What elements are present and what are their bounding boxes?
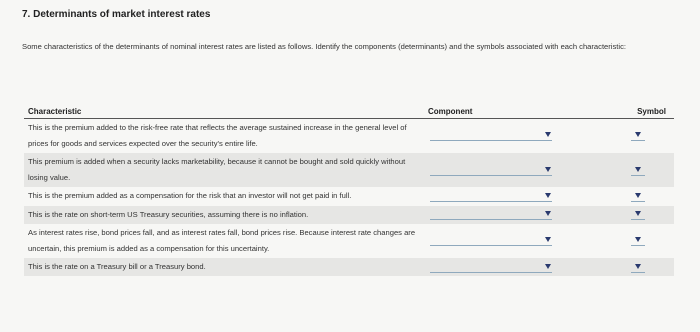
- chevron-down-icon: [545, 237, 551, 242]
- table-row: [24, 118, 674, 153]
- chevron-down-icon: [635, 237, 641, 242]
- chevron-down-icon: [545, 264, 551, 269]
- component-dropdown[interactable]: [430, 129, 552, 141]
- chevron-down-icon: [545, 167, 551, 172]
- table-row: [24, 153, 674, 187]
- table-row: [24, 206, 674, 224]
- table-row: [24, 187, 674, 205]
- symbol-dropdown[interactable]: [631, 190, 645, 202]
- characteristic-text: This premium is added when a security lacks marketability, because it cannot be bought and sold quickly without losing value.: [24, 153, 422, 187]
- chevron-down-icon: [635, 211, 641, 216]
- symbol-dropdown[interactable]: [631, 208, 645, 220]
- symbol-header: Symbol: [592, 101, 674, 118]
- table-row: [24, 224, 674, 258]
- chevron-down-icon: [635, 132, 641, 137]
- symbol-dropdown[interactable]: [631, 234, 645, 246]
- chevron-down-icon: [545, 211, 551, 216]
- component-dropdown[interactable]: [430, 164, 552, 176]
- determinants-table: [24, 101, 674, 276]
- component-dropdown[interactable]: [430, 261, 552, 273]
- characteristic-text: As interest rates rise, bond prices fall, and as interest rates fall, bond prices rise. Because interest rate changes are uncertain, this premium is added as a compensation for this uncertainty.: [28, 227, 416, 253]
- characteristic-text: This is the rate on short-term US Treasury securities, assuming there is no inflation.: [24, 206, 422, 224]
- component-dropdown[interactable]: [430, 190, 552, 202]
- characteristic-header: Characteristic: [24, 101, 422, 118]
- characteristic-text: This is the premium added to the risk-free rate that reflects the average sustained increase in the general level of prices for goods and services expected over the security's entire life.: [28, 122, 407, 148]
- chevron-down-icon: [635, 264, 641, 269]
- table-header-row: [24, 101, 674, 118]
- characteristic-text: This is the rate on a Treasury bill or a Treasury bond.: [24, 258, 422, 276]
- chevron-down-icon: [635, 167, 641, 172]
- chevron-down-icon: [635, 193, 641, 198]
- question-title: 7. Determinants of market interest rates: [22, 9, 211, 20]
- component-dropdown[interactable]: [430, 208, 552, 220]
- symbol-dropdown[interactable]: [631, 129, 645, 141]
- characteristic-text: This is the premium added as a compensation for the risk that an investor will not get paid in full.: [28, 191, 352, 201]
- chevron-down-icon: [545, 193, 551, 198]
- symbol-dropdown[interactable]: [631, 261, 645, 273]
- component-header: Component: [422, 101, 592, 118]
- component-dropdown[interactable]: [430, 234, 552, 246]
- question-instructions: Some characteristics of the determinants of nominal interest rates are listed as follows. Identify the components (determinants) and the symbols associated with each characteristic:: [22, 42, 626, 51]
- chevron-down-icon: [545, 132, 551, 137]
- table-row: [24, 258, 674, 276]
- symbol-dropdown[interactable]: [631, 164, 645, 176]
